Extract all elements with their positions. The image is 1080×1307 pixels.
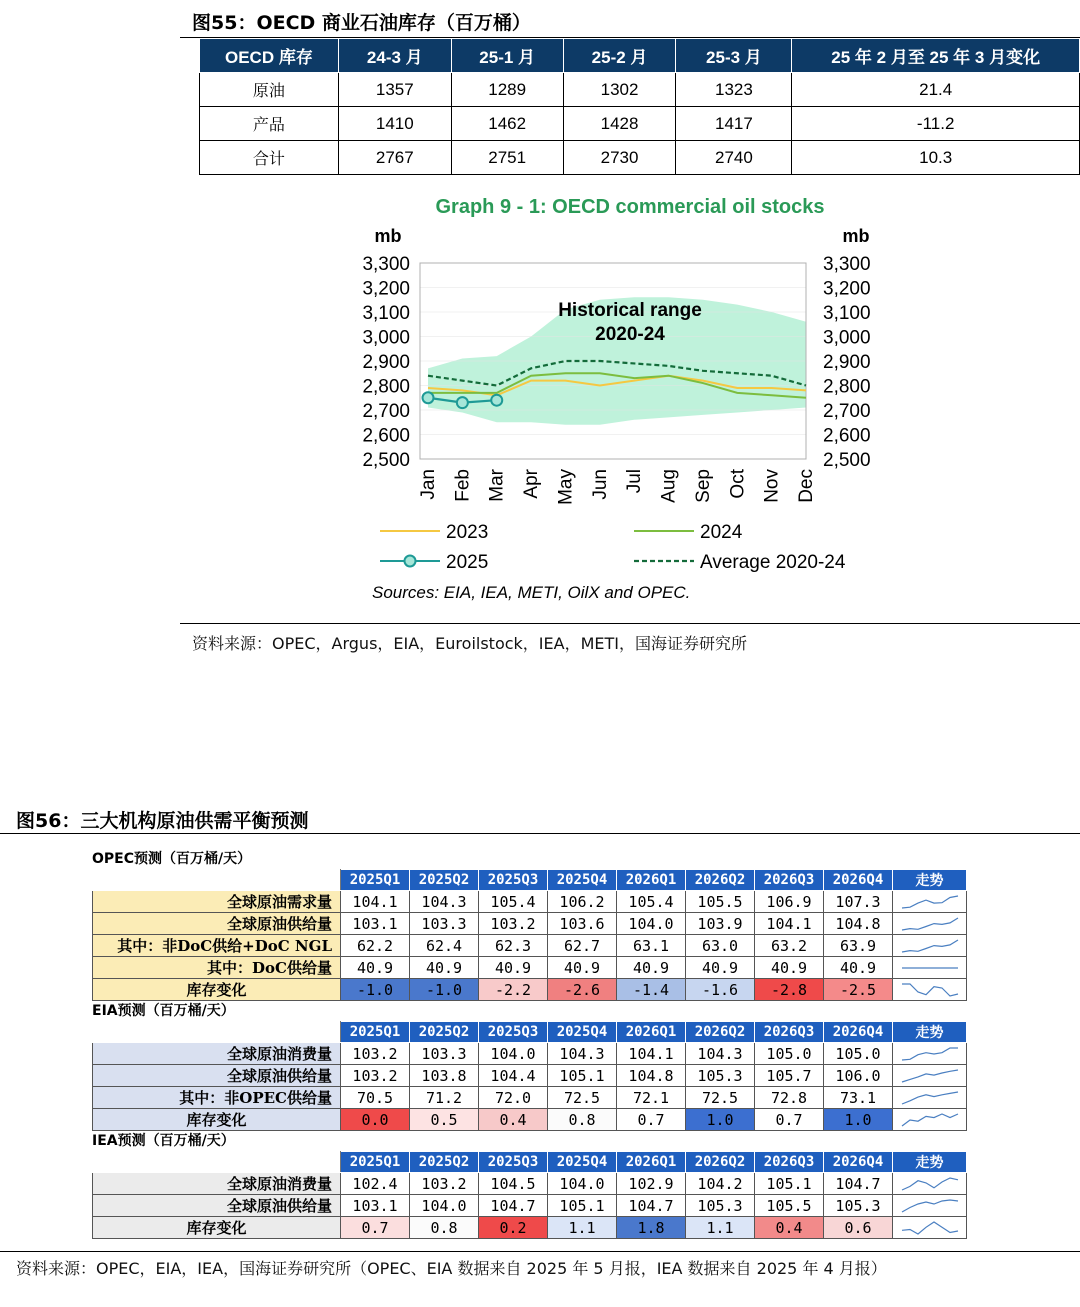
quarter-header: 2026Q1	[617, 870, 686, 891]
quarter-header: 2026Q3	[755, 1022, 824, 1043]
table-row	[200, 73, 1080, 107]
eia-section-title: EIA预测（百万桶/天）	[92, 1003, 235, 1019]
sparkline-path	[902, 1200, 958, 1212]
trend-header: 走势	[893, 870, 967, 891]
trend-cell	[893, 1109, 967, 1131]
trend-sparkline	[899, 959, 961, 977]
quarter-header: 2026Q1	[617, 1022, 686, 1043]
value-cell: 0.4	[755, 1217, 824, 1239]
sparkline-path	[902, 1092, 958, 1104]
x-tick-label: Mar	[486, 469, 508, 502]
value-cell: 105.7	[755, 1065, 824, 1087]
value-cell: 105.1	[548, 1195, 617, 1217]
table-cell: 1410	[338, 107, 451, 141]
value-cell: 105.5	[755, 1195, 824, 1217]
value-cell: 40.9	[479, 957, 548, 979]
chart-title: Graph 9 - 1: OECD commercial oil stocks	[435, 196, 825, 218]
y-tick-right: 2,500	[823, 450, 871, 471]
quarter-header-row	[93, 1022, 967, 1043]
value-cell: 0.0	[341, 1109, 410, 1131]
quarter-header: 2026Q1	[617, 1152, 686, 1173]
row-label: 全球原油供给量	[93, 913, 341, 935]
value-cell: 103.2	[479, 913, 548, 935]
value-cell: 104.0	[410, 1195, 479, 1217]
table-cell: 1357	[338, 73, 451, 107]
quarter-header-row	[93, 870, 967, 891]
value-cell: 103.3	[410, 1043, 479, 1065]
opec-forecast-section	[92, 849, 966, 1001]
table-row	[93, 1109, 967, 1131]
value-cell: 71.2	[410, 1087, 479, 1109]
trend-sparkline	[899, 937, 961, 955]
value-cell: -2.2	[479, 979, 548, 1001]
oecd-table-header	[200, 39, 1080, 73]
y-tick-right: 2,700	[823, 401, 871, 422]
x-tick-label: Jan	[418, 469, 439, 500]
value-cell: 1.1	[548, 1217, 617, 1239]
series-2025-point	[423, 392, 434, 403]
sparkline-path	[902, 1114, 958, 1126]
table-row	[93, 913, 967, 935]
x-tick-label: Aug	[658, 469, 680, 503]
value-cell: 105.3	[686, 1195, 755, 1217]
trend-header: 走势	[893, 1152, 967, 1173]
value-cell: 72.8	[755, 1087, 824, 1109]
trend-cell	[893, 891, 967, 913]
quarter-header: 2026Q2	[686, 1152, 755, 1173]
y-tick-left: 2,900	[362, 352, 410, 373]
fig55-bottom-rule	[180, 623, 1080, 624]
fig56-title: 图56：三大机构原油供需平衡预测	[16, 810, 309, 832]
y-axis-label-right: mb	[842, 226, 870, 246]
trend-sparkline	[899, 1045, 961, 1063]
quarter-header: 2026Q3	[755, 870, 824, 891]
value-cell: 0.8	[410, 1217, 479, 1239]
value-cell: 104.1	[341, 891, 410, 913]
table-cell: 2730	[563, 141, 676, 175]
value-cell: 104.0	[479, 1043, 548, 1065]
y-tick-left: 3,300	[362, 254, 410, 275]
value-cell: 104.8	[824, 913, 893, 935]
table-row	[93, 1065, 967, 1087]
value-cell: 104.0	[548, 1173, 617, 1195]
value-cell: 0.7	[617, 1109, 686, 1131]
table-row	[93, 1087, 967, 1109]
row-label: 库存变化	[93, 1217, 341, 1239]
value-cell: 40.9	[755, 957, 824, 979]
series-2025-point	[457, 397, 468, 408]
x-tick-label: Feb	[452, 469, 474, 502]
trend-sparkline	[899, 1089, 961, 1107]
value-cell: 105.3	[824, 1195, 893, 1217]
value-cell: -1.4	[617, 979, 686, 1001]
value-cell: 73.1	[824, 1087, 893, 1109]
table-row	[93, 979, 967, 1001]
quarter-header: 2026Q3	[755, 1152, 824, 1173]
table-cell: 1417	[676, 107, 792, 141]
table-row	[93, 1043, 967, 1065]
iea-section-title: IEA预测（百万桶/天）	[92, 1133, 235, 1149]
table-cell: 1428	[563, 107, 676, 141]
legend-2023: 2023	[446, 522, 489, 543]
value-cell: 105.0	[755, 1043, 824, 1065]
row-label: 库存变化	[93, 1109, 341, 1131]
trend-sparkline	[899, 1111, 961, 1129]
value-cell: 104.3	[686, 1043, 755, 1065]
value-cell: 107.3	[824, 891, 893, 913]
value-cell: 0.7	[341, 1217, 410, 1239]
value-cell: 103.6	[548, 913, 617, 935]
table-cell: 1289	[451, 73, 563, 107]
value-cell: 104.2	[686, 1173, 755, 1195]
y-axis-label-left: mb	[374, 226, 402, 246]
sparkline-path	[902, 918, 958, 930]
value-cell: 106.9	[755, 891, 824, 913]
value-cell: 103.1	[341, 913, 410, 935]
value-cell: 104.7	[824, 1173, 893, 1195]
y-tick-left: 3,100	[362, 303, 410, 324]
value-cell: 105.4	[479, 891, 548, 913]
table-row	[93, 1217, 967, 1239]
value-cell: 72.1	[617, 1087, 686, 1109]
value-cell: 104.7	[479, 1195, 548, 1217]
trend-cell	[893, 1217, 967, 1239]
table-cell: 1462	[451, 107, 563, 141]
row-label: 产品	[200, 107, 339, 141]
value-cell: 0.2	[479, 1217, 548, 1239]
value-cell: 62.7	[548, 935, 617, 957]
value-cell: 40.9	[548, 957, 617, 979]
trend-cell	[893, 957, 967, 979]
header-spacer	[93, 1022, 341, 1043]
row-label: 全球原油消费量	[93, 1043, 341, 1065]
value-cell: 0.7	[755, 1109, 824, 1131]
value-cell: 106.2	[548, 891, 617, 913]
value-cell: 40.9	[824, 957, 893, 979]
row-label: 原油	[200, 73, 339, 107]
x-tick-label: Jul	[624, 469, 646, 494]
value-cell: 104.8	[617, 1065, 686, 1087]
row-label: 全球原油供给量	[93, 1065, 341, 1087]
trend-cell	[893, 1087, 967, 1109]
value-cell: 104.1	[755, 913, 824, 935]
x-tick-label: Apr	[521, 469, 543, 499]
y-tick-left: 2,600	[362, 425, 410, 447]
legend-2025-marker	[405, 556, 416, 567]
quarter-header: 2025Q2	[410, 1022, 479, 1043]
x-tick-label: Oct	[727, 469, 749, 499]
value-cell: 0.5	[410, 1109, 479, 1131]
value-cell: 40.9	[410, 957, 479, 979]
value-cell: 103.2	[341, 1065, 410, 1087]
quarter-header: 2025Q1	[341, 1152, 410, 1173]
value-cell: -2.5	[824, 979, 893, 1001]
trend-cell	[893, 935, 967, 957]
table-cell: 2767	[338, 141, 451, 175]
value-cell: 102.4	[341, 1173, 410, 1195]
row-label: 全球原油需求量	[93, 891, 341, 913]
trend-sparkline	[899, 1219, 961, 1237]
value-cell: 72.0	[479, 1087, 548, 1109]
value-cell: 70.5	[341, 1087, 410, 1109]
header-cell: 25 年 2 月至 25 年 3 月变化	[792, 39, 1080, 73]
value-cell: 104.7	[617, 1195, 686, 1217]
quarter-header: 2025Q2	[410, 870, 479, 891]
value-cell: 105.3	[686, 1065, 755, 1087]
value-cell: 103.1	[341, 1195, 410, 1217]
trend-cell	[893, 1065, 967, 1087]
row-label: 库存变化	[93, 979, 341, 1001]
value-cell: 105.0	[824, 1043, 893, 1065]
table-row	[200, 141, 1080, 175]
legend-2025: 2025	[446, 552, 489, 573]
table-row	[200, 107, 1080, 141]
value-cell: 106.0	[824, 1065, 893, 1087]
sparkline-path	[902, 896, 958, 908]
header-cell: 25-2 月	[563, 39, 676, 73]
y-tick-right: 3,200	[823, 278, 871, 300]
value-cell: 105.1	[755, 1173, 824, 1195]
value-cell: 1.1	[686, 1217, 755, 1239]
quarter-header: 2025Q2	[410, 1152, 479, 1173]
table-row	[93, 891, 967, 913]
value-cell: 105.4	[617, 891, 686, 913]
value-cell: 103.2	[341, 1043, 410, 1065]
trend-cell	[893, 1195, 967, 1217]
trend-cell	[893, 979, 967, 1001]
quarter-header: 2026Q2	[686, 1022, 755, 1043]
sparkline-path	[902, 1222, 958, 1234]
header-cell: OECD 库存	[200, 39, 339, 73]
table-row	[93, 1195, 967, 1217]
value-cell: 40.9	[617, 957, 686, 979]
value-cell: 104.0	[617, 913, 686, 935]
table-cell: 2751	[451, 141, 563, 175]
table-cell: -11.2	[792, 107, 1080, 141]
value-cell: 63.9	[824, 935, 893, 957]
value-cell: 104.3	[410, 891, 479, 913]
table-cell: 2740	[676, 141, 792, 175]
table-cell: 1302	[563, 73, 676, 107]
value-cell: 1.0	[686, 1109, 755, 1131]
value-cell: 103.9	[686, 913, 755, 935]
table-cell: 10.3	[792, 141, 1080, 175]
opec-section-title: OPEC预测（百万桶/天）	[92, 851, 252, 867]
value-cell: 0.4	[479, 1109, 548, 1131]
eia-forecast-section	[92, 1001, 966, 1131]
sparkline-path	[902, 940, 958, 952]
row-label: 全球原油供给量	[93, 1195, 341, 1217]
y-tick-left: 3,200	[362, 278, 410, 300]
header-cell: 25-3 月	[676, 39, 792, 73]
value-cell: -1.0	[341, 979, 410, 1001]
legend-average: Average 2020-24	[700, 552, 846, 573]
value-cell: 104.1	[617, 1043, 686, 1065]
value-cell: 104.4	[479, 1065, 548, 1087]
fig56-source: 资料来源：OPEC，EIA，IEA，国海证券研究所（OPEC、EIA 数据来自 2025 年 5 月报，IEA 数据来自 2025 年 4 月报）	[16, 1259, 887, 1278]
value-cell: 62.2	[341, 935, 410, 957]
x-tick-label: Jun	[589, 469, 611, 500]
trend-cell	[893, 1173, 967, 1195]
row-label: 其中：非OPEC供给量	[93, 1087, 341, 1109]
value-cell: 72.5	[686, 1087, 755, 1109]
eia-forecast-table	[92, 1021, 967, 1131]
value-cell: -2.8	[755, 979, 824, 1001]
oecd-stocks-chart	[340, 185, 880, 610]
value-cell: 1.8	[617, 1217, 686, 1239]
value-cell: 0.8	[548, 1109, 617, 1131]
iea-forecast-section	[92, 1131, 966, 1239]
value-cell: 103.8	[410, 1065, 479, 1087]
table-row	[93, 935, 967, 957]
quarter-header: 2026Q2	[686, 870, 755, 891]
quarter-header: 2025Q3	[479, 870, 548, 891]
header-cell: 25-1 月	[451, 39, 563, 73]
iea-forecast-table	[92, 1151, 967, 1239]
quarter-header: 2025Q1	[341, 1022, 410, 1043]
row-label: 其中：非DoC供给+DoC NGL	[93, 935, 341, 957]
x-tick-label: Nov	[761, 469, 783, 503]
trend-sparkline	[899, 1175, 961, 1193]
legend-2024: 2024	[700, 522, 743, 543]
y-tick-right: 3,100	[823, 303, 871, 324]
value-cell: -1.0	[410, 979, 479, 1001]
quarter-header: 2026Q4	[824, 1152, 893, 1173]
sparkline-path	[902, 1070, 958, 1082]
trend-sparkline	[899, 915, 961, 933]
y-tick-left: 2,700	[362, 401, 410, 422]
value-cell: 40.9	[341, 957, 410, 979]
fig55-source: 资料来源：OPEC，Argus，EIA，Euroilstock，IEA，METI，国海证券研究所	[192, 634, 747, 653]
fig56-bottom-rule	[0, 1251, 1080, 1252]
opec-forecast-table	[92, 869, 967, 1001]
row-label: 其中：DoC供给量	[93, 957, 341, 979]
value-cell: 0.6	[824, 1217, 893, 1239]
value-cell: -1.6	[686, 979, 755, 1001]
value-cell: 1.0	[824, 1109, 893, 1131]
quarter-header: 2025Q4	[548, 1152, 617, 1173]
quarter-header: 2025Q3	[479, 1022, 548, 1043]
table-cell: 21.4	[792, 73, 1080, 107]
quarter-header: 2025Q4	[548, 870, 617, 891]
value-cell: 103.2	[410, 1173, 479, 1195]
series-2025-point	[491, 395, 502, 406]
y-tick-left: 2,800	[362, 376, 410, 398]
y-tick-right: 2,900	[823, 352, 871, 373]
value-cell: 104.3	[548, 1043, 617, 1065]
value-cell: 63.2	[755, 935, 824, 957]
quarter-header: 2025Q1	[341, 870, 410, 891]
quarter-header: 2026Q4	[824, 1022, 893, 1043]
value-cell: 62.4	[410, 935, 479, 957]
trend-sparkline	[899, 1197, 961, 1215]
trend-header: 走势	[893, 1022, 967, 1043]
value-cell: 62.3	[479, 935, 548, 957]
header-spacer	[93, 870, 341, 891]
sparkline-path	[902, 984, 958, 996]
trend-cell	[893, 913, 967, 935]
value-cell: 40.9	[686, 957, 755, 979]
row-label: 合计	[200, 141, 339, 175]
table-cell: 1323	[676, 73, 792, 107]
fig56-title-rule	[0, 833, 1080, 834]
header-spacer	[93, 1152, 341, 1173]
x-tick-label: Dec	[796, 469, 817, 503]
value-cell: -2.6	[548, 979, 617, 1001]
chart-sources: Sources: EIA, IEA, METI, OilX and OPEC.	[372, 583, 691, 602]
trend-sparkline	[899, 1067, 961, 1085]
value-cell: 63.0	[686, 935, 755, 957]
y-tick-left: 2,500	[362, 450, 410, 471]
value-cell: 72.5	[548, 1087, 617, 1109]
trend-sparkline	[899, 893, 961, 911]
sparkline-path	[902, 1178, 958, 1190]
quarter-header: 2025Q4	[548, 1022, 617, 1043]
quarter-header: 2025Q3	[479, 1152, 548, 1173]
y-tick-right: 2,600	[823, 425, 871, 447]
table-row	[93, 1173, 967, 1195]
header-cell: 24-3 月	[338, 39, 451, 73]
value-cell: 105.1	[548, 1065, 617, 1087]
table-row	[93, 957, 967, 979]
x-tick-label: Sep	[692, 469, 714, 503]
fig55-title: 图55：OECD 商业石油库存（百万桶）	[192, 12, 531, 34]
sparkline-path	[902, 1048, 958, 1060]
y-tick-right: 2,800	[823, 376, 871, 398]
value-cell: 63.1	[617, 935, 686, 957]
trend-cell	[893, 1043, 967, 1065]
row-label: 全球原油消费量	[93, 1173, 341, 1195]
range-label-years: 2020-24	[595, 324, 665, 345]
x-tick-label: May	[555, 469, 577, 505]
range-label: Historical range	[558, 300, 702, 321]
value-cell: 104.5	[479, 1173, 548, 1195]
oecd-stocks-table	[199, 38, 1080, 175]
trend-sparkline	[899, 981, 961, 999]
y-tick-right: 3,000	[823, 327, 871, 349]
value-cell: 103.3	[410, 913, 479, 935]
y-tick-right: 3,300	[823, 254, 871, 275]
quarter-header: 2026Q4	[824, 870, 893, 891]
y-tick-left: 3,000	[362, 327, 410, 349]
value-cell: 102.9	[617, 1173, 686, 1195]
quarter-header-row	[93, 1152, 967, 1173]
value-cell: 105.5	[686, 891, 755, 913]
